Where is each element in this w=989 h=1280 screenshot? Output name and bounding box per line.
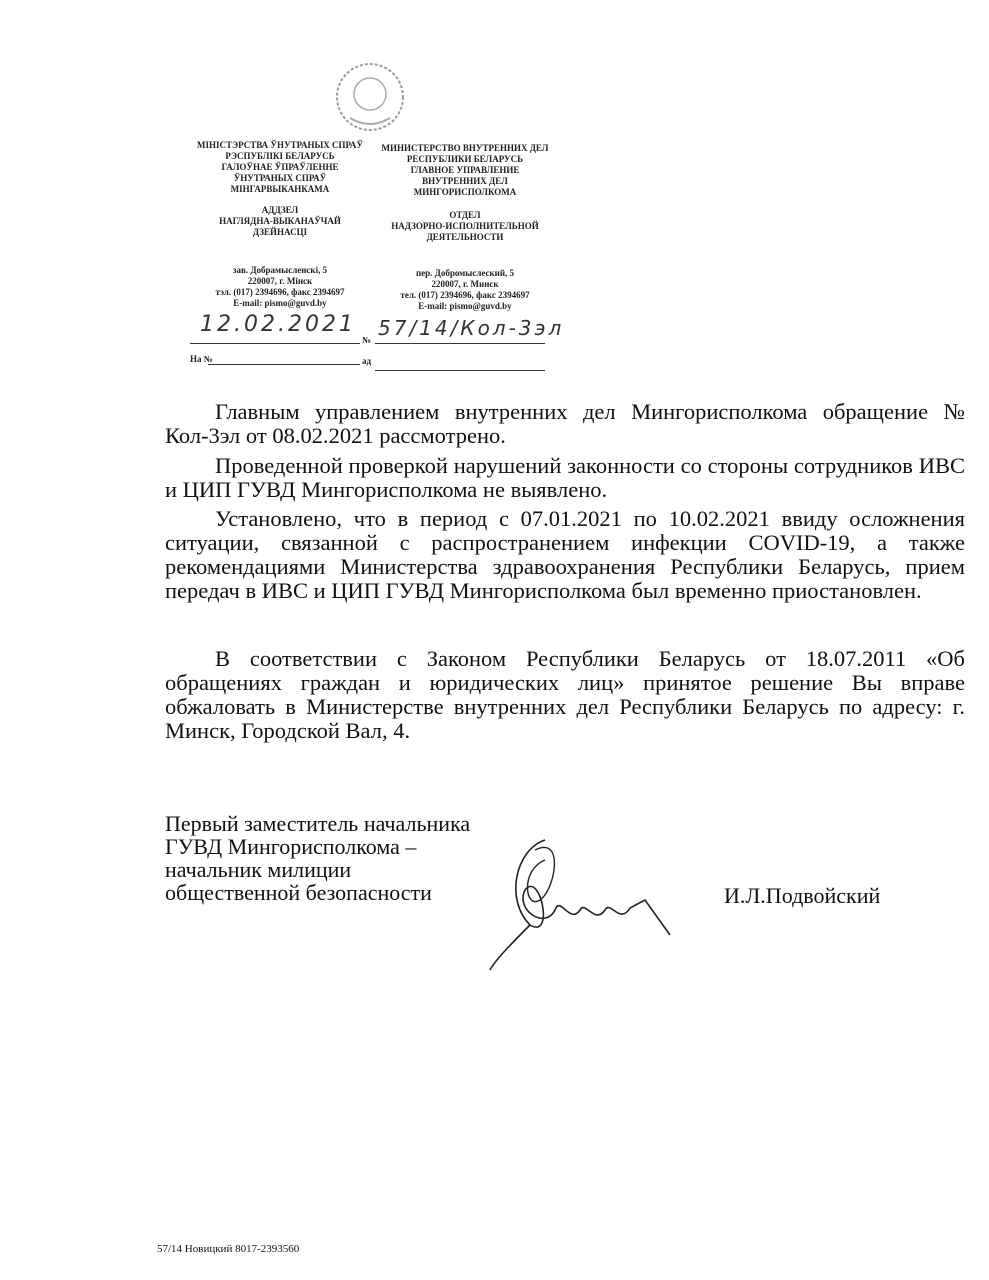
dept-line: АДДЗЕЛ [261,205,299,215]
address-line: тел. (017) 2394696, факс 2394697 [400,290,530,300]
ref-from-underline [375,370,545,371]
dept-line: ОТДЕЛ [449,210,481,220]
ref-underline [208,364,360,365]
number-label: № [362,335,372,345]
address-line: 220007, г. Мінск [247,276,313,286]
org-line: МИНИСТЕРСТВО ВНУТРЕННИХ ДЕЛ [381,143,549,153]
org-line: ГЛАВНОЕ УПРАВЛЕНИЕ [410,165,520,175]
signatory-name: И.Л.Подвойский [724,883,881,908]
org-line: РЭСПУБЛІКІ БЕЛАРУСЬ [225,151,335,161]
org-line: ГАЛОЎНАЕ ЎПРАЎЛЕННЕ [221,162,339,172]
footer-executor: 57/14 Новицкий 8017-2393560 [157,1243,300,1255]
header-right-address [375,268,555,312]
dept-line: ДЗЕЙНАСЦІ [252,227,308,237]
number-underline [375,343,545,344]
header-right-dept [375,210,555,243]
header-left-address [190,265,370,309]
address-line: пер. Добромыслеский, 5 [415,268,515,278]
header-left-org [190,140,370,195]
handwritten-signature [485,830,685,975]
handwritten-number: 57/14/Кол-3эл [378,316,565,340]
date-underline [190,343,360,344]
address-line: тэл. (017) 2394696, факс 2394697 [215,287,345,297]
org-line: РЕСПУБЛИКИ БЕЛАРУСЬ [406,154,524,164]
address-line: E-mail: pismo@guvd.by [233,298,327,308]
org-line: МИНГОРИСПОЛКОМА [413,187,517,197]
paragraph-3: Установлено, что в период с 07.01.2021 по 10.02.2021 ввиду осложнения ситуации, связанной с распространением инфекции COVID-19, а также рекомендациями Министерства здравоохранения Республики Беларусь, прием передач в ИВС и ЦИП ГУВД Мингорисполкома был временно приостановлен. [165,506,965,603]
paragraph-2: Проведенной проверкой нарушений законности со стороны сотрудников ИВС и ЦИП ГУВД Мингорисполкома не выявлено. [165,453,965,502]
handwritten-date: 12.02.2021 [200,312,356,337]
dept-line: НАДЗОРНО-ИСПОЛНИТЕЛЬНОЙ [391,221,539,231]
address-line: E-mail: pismo@guvd.by [418,301,512,311]
title-line: Первый заместитель начальника [165,811,471,836]
org-line: ЎНУТРАНЫХ СПРАЎ [233,173,327,183]
signatory-title [165,812,470,904]
address-line: зав. Добрамысленскі, 5 [232,265,328,275]
ref-from-label: ад [362,356,372,366]
address-line: 220007, г. Минск [431,279,499,289]
header-right-org [375,143,555,198]
header-left-dept [190,205,370,238]
coat-of-arms-emblem [330,58,410,136]
dept-line: ДЕЯТЕЛЬНОСТИ [426,232,504,242]
ref-label: На № [190,354,213,364]
dept-line: НАГЛЯДНА-ВЫКАНАЎЧАЙ [219,216,341,226]
org-line: МІНГАРВЫКАНКАМА [230,184,330,194]
org-line: МІНІСТЭРСТВА ЎНУТРАНЫХ СПРАЎ [197,140,363,150]
title-line: ГУВД Мингорисполкома – [165,834,417,859]
title-line: начальник милиции [165,857,352,882]
paragraph-4: В соответствии с Законом Республики Беларусь от 18.07.2011 «Об обращениях граждан и юридических лиц» принятое решение Вы вправе обжаловать в Министерстве внутренних дел Республики Беларусь по адресу: г. Минск, Городской Вал, 4. [165,646,965,743]
title-line: общественной безопасности [165,880,432,905]
paragraph-1: Главным управлением внутренних дел Мингорисполкома обращение № Кол-3эл от 08.02.2021 рассмотрено. [165,399,965,448]
org-line: ВНУТРЕННИХ ДЕЛ [422,176,508,186]
